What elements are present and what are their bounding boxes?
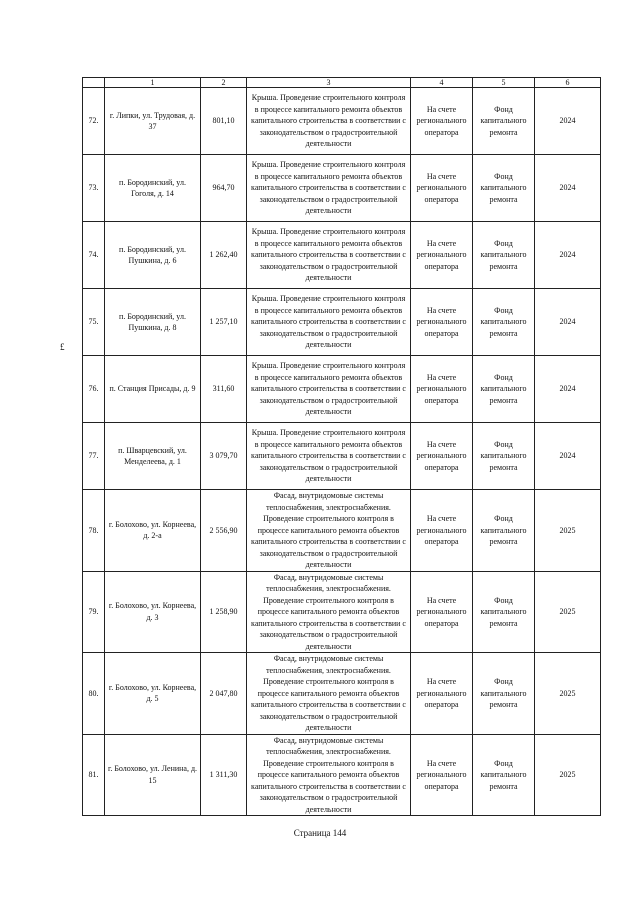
area-cell: 801,10 <box>201 88 247 155</box>
funding-source-cell: Фонд капитального ремонта <box>473 289 535 356</box>
work-description-cell: Фасад, внутридомовые системы теплоснабжения, электроснабжения. Проведение строительного контроля в процессе капитального ремонта объектов капитального строительства в соответствии с законодательством о градостроительной деятельности <box>247 571 411 653</box>
area-cell: 2 556,90 <box>201 490 247 572</box>
address-cell: п. Станция Присады, д. 9 <box>105 356 201 423</box>
work-description-cell: Крыша. Проведение строительного контроля в процессе капитального ремонта объектов капитального строительства в соответствии с законодательством о градостроительной деятельности <box>247 155 411 222</box>
year-cell: 2024 <box>535 289 601 356</box>
table-row <box>83 356 601 423</box>
work-description-cell: Крыша. Проведение строительного контроля в процессе капитального ремонта объектов капитального строительства в соответствии с законодательством о градостроительной деятельности <box>247 289 411 356</box>
row-number: 76. <box>83 356 105 423</box>
account-cell: На счете регионального оператора <box>411 423 473 490</box>
account-cell: На счете регионального оператора <box>411 571 473 653</box>
row-number: 79. <box>83 571 105 653</box>
funding-source-cell: Фонд капитального ремонта <box>473 222 535 289</box>
year-cell: 2024 <box>535 356 601 423</box>
year-cell: 2025 <box>535 734 601 816</box>
row-number: 72. <box>83 88 105 155</box>
table-row <box>83 490 601 572</box>
header-cell: 5 <box>473 78 535 88</box>
row-number: 80. <box>83 653 105 735</box>
funding-source-cell: Фонд капитального ремонта <box>473 653 535 735</box>
table-row <box>83 88 601 155</box>
work-description-cell: Фасад, внутридомовые системы теплоснабжения, электроснабжения. Проведение строительного контроля в процессе капитального ремонта объектов капитального строительства в соответствии с законодательством о градостроительной деятельности <box>247 734 411 816</box>
address-cell: п. Бородинский, ул. Пушкина, д. 8 <box>105 289 201 356</box>
work-description-cell: Крыша. Проведение строительного контроля в процессе капитального ремонта объектов капитального строительства в соответствии с законодательством о градостроительной деятельности <box>247 222 411 289</box>
work-description-cell: Фасад, внутридомовые системы теплоснабжения, электроснабжения. Проведение строительного контроля в процессе капитального ремонта объектов капитального строительства в соответствии с законодательством о градостроительной деятельности <box>247 490 411 572</box>
address-cell: г. Болохово, ул. Ленина, д. 15 <box>105 734 201 816</box>
table-row <box>83 423 601 490</box>
address-cell: г. Болохово, ул. Корнеева, д. 2-а <box>105 490 201 572</box>
address-cell: г. Болохово, ул. Корнеева, д. 3 <box>105 571 201 653</box>
account-cell: На счете регионального оператора <box>411 356 473 423</box>
table-row <box>83 289 601 356</box>
account-cell: На счете регионального оператора <box>411 155 473 222</box>
table-row <box>83 653 601 735</box>
table-header-row <box>83 78 601 88</box>
year-cell: 2024 <box>535 155 601 222</box>
account-cell: На счете регионального оператора <box>411 222 473 289</box>
row-number: 78. <box>83 490 105 572</box>
table-row <box>83 155 601 222</box>
header-cell: 2 <box>201 78 247 88</box>
header-cell: 6 <box>535 78 601 88</box>
row-number: 73. <box>83 155 105 222</box>
header-cell: 4 <box>411 78 473 88</box>
work-description-cell: Крыша. Проведение строительного контроля в процессе капитального ремонта объектов капитального строительства в соответствии с законодательством о градостроительной деятельности <box>247 423 411 490</box>
funding-source-cell: Фонд капитального ремонта <box>473 88 535 155</box>
header-cell <box>83 78 105 88</box>
area-cell: 311,60 <box>201 356 247 423</box>
funding-source-cell: Фонд капитального ремонта <box>473 734 535 816</box>
account-cell: На счете регионального оператора <box>411 88 473 155</box>
table-body <box>83 88 601 816</box>
header-cell: 3 <box>247 78 411 88</box>
area-cell: 3 079,70 <box>201 423 247 490</box>
capital-repair-table <box>82 77 601 816</box>
address-cell: п. Бородинский, ул. Пушкина, д. 6 <box>105 222 201 289</box>
funding-source-cell: Фонд капитального ремонта <box>473 423 535 490</box>
funding-source-cell: Фонд капитального ремонта <box>473 356 535 423</box>
funding-source-cell: Фонд капитального ремонта <box>473 571 535 653</box>
address-cell: п. Шварцевский, ул. Менделеева, д. 1 <box>105 423 201 490</box>
funding-source-cell: Фонд капитального ремонта <box>473 155 535 222</box>
account-cell: На счете регионального оператора <box>411 734 473 816</box>
area-cell: 1 257,10 <box>201 289 247 356</box>
area-cell: 1 258,90 <box>201 571 247 653</box>
work-description-cell: Фасад, внутридомовые системы теплоснабжения, электроснабжения. Проведение строительного контроля в процессе капитального ремонта объектов капитального строительства в соответствии с законодательством о градостроительной деятельности <box>247 653 411 735</box>
area-cell: 2 047,80 <box>201 653 247 735</box>
funding-source-cell: Фонд капитального ремонта <box>473 490 535 572</box>
year-cell: 2025 <box>535 653 601 735</box>
work-description-cell: Крыша. Проведение строительного контроля в процессе капитального ремонта объектов капитального строительства в соответствии с законодательством о градостроительной деятельности <box>247 356 411 423</box>
area-cell: 1 311,30 <box>201 734 247 816</box>
table-row <box>83 222 601 289</box>
account-cell: На счете регионального оператора <box>411 490 473 572</box>
header-cell: 1 <box>105 78 201 88</box>
year-cell: 2024 <box>535 88 601 155</box>
year-cell: 2025 <box>535 490 601 572</box>
area-cell: 1 262,40 <box>201 222 247 289</box>
account-cell: На счете регионального оператора <box>411 289 473 356</box>
margin-mark: £ <box>60 342 65 352</box>
account-cell: На счете регионального оператора <box>411 653 473 735</box>
table-row <box>83 571 601 653</box>
address-cell: г. Болохово, ул. Корнеева, д. 5 <box>105 653 201 735</box>
address-cell: г. Липки, ул. Трудовая, д. 37 <box>105 88 201 155</box>
year-cell: 2025 <box>535 571 601 653</box>
work-description-cell: Крыша. Проведение строительного контроля в процессе капитального ремонта объектов капитального строительства в соответствии с законодательством о градостроительной деятельности <box>247 88 411 155</box>
row-number: 75. <box>83 289 105 356</box>
year-cell: 2024 <box>535 222 601 289</box>
table-row <box>83 734 601 816</box>
year-cell: 2024 <box>535 423 601 490</box>
row-number: 81. <box>83 734 105 816</box>
row-number: 74. <box>83 222 105 289</box>
address-cell: п. Бородинский, ул. Гоголя, д. 14 <box>105 155 201 222</box>
area-cell: 964,70 <box>201 155 247 222</box>
row-number: 77. <box>83 423 105 490</box>
page-number: Страница 144 <box>293 828 347 838</box>
